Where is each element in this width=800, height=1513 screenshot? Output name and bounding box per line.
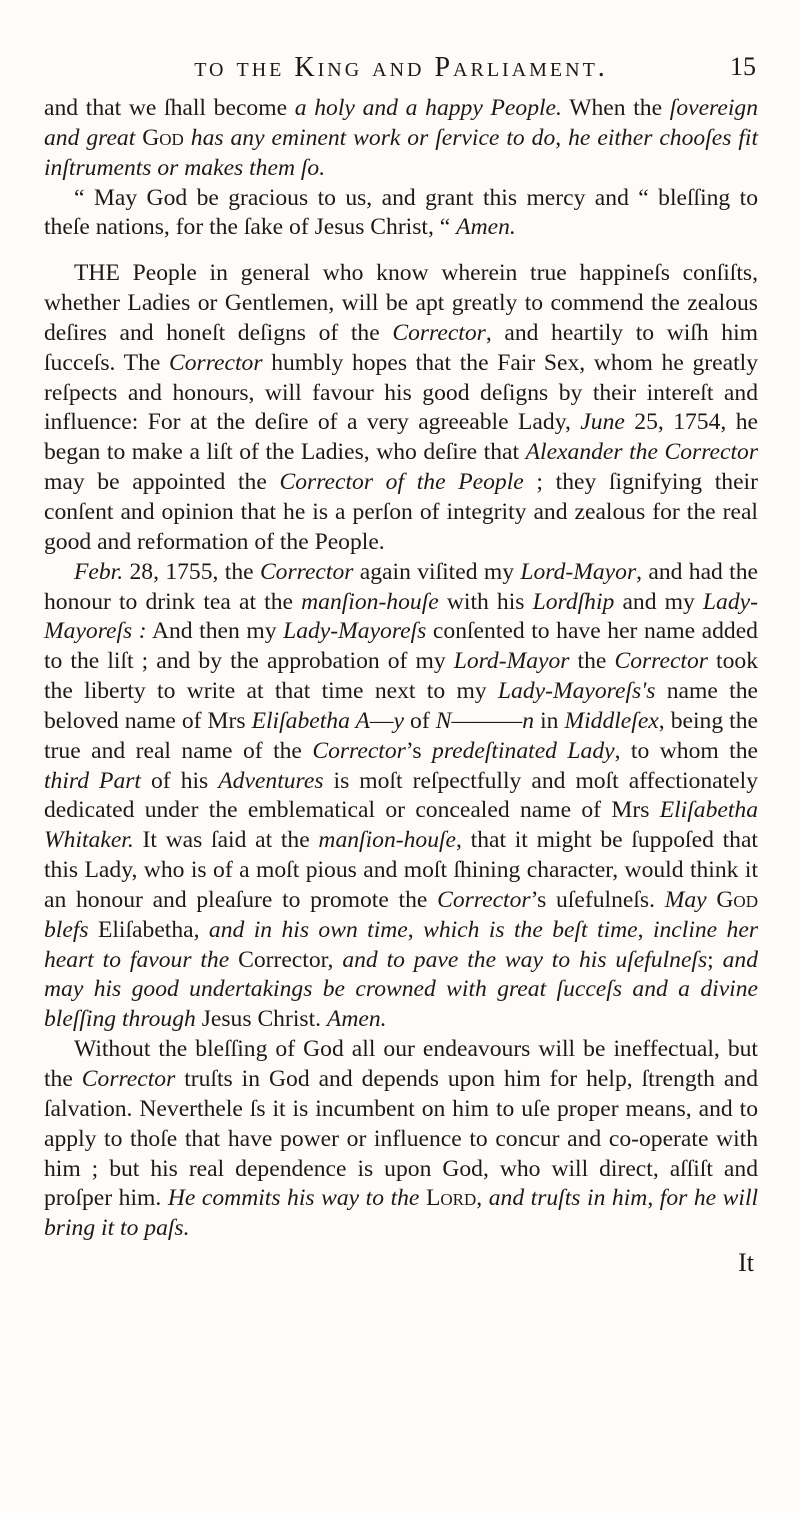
italic-run: Corrector xyxy=(437,886,531,913)
catchword: It xyxy=(738,1248,754,1278)
italic-run: ſovereign and great xyxy=(44,95,758,151)
italic-run: and to pave the way to his uſefulneſs xyxy=(342,946,708,973)
italic-run: Corrector xyxy=(169,349,263,376)
text-run: , and had the honour to drink tea at the xyxy=(44,558,759,615)
italic-run: Eliſabetha A xyxy=(251,707,370,734)
text-run: in xyxy=(534,707,565,734)
text-run: It was ſaid at the xyxy=(133,827,319,854)
italic-run: Corrector xyxy=(312,737,406,764)
italic-run: and may his good undertakings be crowned with great ſucceſs and a divine bleſſing through xyxy=(44,946,758,1033)
text-run: humbly hopes that the Fair Sex, whom he greatly reſpects and honours, will favour his good deſigns by their intereſt and influence: For at the deſire of a very agreeable Lady, xyxy=(44,349,758,436)
text-run: may be appointed the xyxy=(44,469,280,496)
italic-run: N xyxy=(435,707,452,734)
italic-run: incline her heart to favour the xyxy=(44,916,759,973)
italic-run: blefs xyxy=(44,916,89,943)
italic-run: which is the beſt time xyxy=(423,916,638,943)
text-run: ——— xyxy=(451,707,523,734)
italic-run: Corrector xyxy=(259,558,354,585)
italic-run: June xyxy=(580,409,625,436)
text-run: and my xyxy=(614,588,703,615)
italic-run: n xyxy=(522,707,535,734)
italic-run: he either chooſes fit inſtruments or makes them ſo. xyxy=(44,124,759,181)
paragraph xyxy=(44,184,758,244)
text-run: ; they ſignifying their conſent and opinion that he is a perſon of integrity and zealous for the real good and reformation of the People. xyxy=(44,469,758,555)
text-run: God xyxy=(135,124,184,151)
text-run: conſented to have her name added to the liſt ; and by the approbation of my xyxy=(44,618,758,675)
italic-run: Alexander the Corrector xyxy=(525,439,759,466)
italic-run: Amen. xyxy=(326,1006,387,1033)
text-run: — xyxy=(369,707,394,734)
italic-run: Corrector of the People xyxy=(279,469,524,496)
italic-run: Eliſabetha Whitaker. xyxy=(44,797,758,854)
text-run: 28, 1755, the xyxy=(123,558,260,585)
text-run: ’s xyxy=(405,737,433,764)
running-head: to the King and Parliament. xyxy=(194,52,608,83)
italic-run: He commits his way to the xyxy=(167,1185,420,1212)
text-run: When the xyxy=(561,95,670,121)
italic-run: Middleſex xyxy=(564,707,659,734)
text-run: took the liberty to write at that time next to my xyxy=(44,648,758,705)
text-run: name the beloved name of Mrs xyxy=(44,678,758,734)
italic-run: Febr. xyxy=(74,558,124,585)
text-run: and that we ſhall become xyxy=(44,95,295,121)
text-run: , and heartily to wiſh him ſucceſs. The xyxy=(44,319,758,376)
italic-run: Corrector xyxy=(614,648,708,675)
italic-run: manſion-houſe xyxy=(301,588,439,615)
text-run: , xyxy=(407,916,424,943)
page-number: 15 xyxy=(730,52,756,81)
italic-run: and truſts in him xyxy=(488,1185,648,1212)
text-run: is moſt reſpectfully and moſt affectionately dedicated under the emblematical or concealed name of Mrs xyxy=(44,767,758,824)
text-run: , to whom the xyxy=(614,737,758,764)
paragraph xyxy=(44,259,758,557)
text-run: ’s uſefulneſs. xyxy=(530,886,665,913)
italic-run: a holy and a happy People. xyxy=(294,95,562,121)
italic-run: and in his own time xyxy=(208,916,408,943)
text-run: ; xyxy=(707,946,723,973)
italic-run: Amen. xyxy=(456,214,516,241)
text-run: again viſited my xyxy=(353,558,521,585)
italic-run: Corrector xyxy=(392,319,486,346)
text-run: , xyxy=(637,916,653,943)
paragraph xyxy=(44,558,758,1036)
text-run: , xyxy=(555,124,569,151)
italic-run: has any eminent work or ſervice to do xyxy=(183,124,556,151)
italic-run: Lady-Mayoreſs : xyxy=(44,588,758,645)
text-run: And then my xyxy=(146,618,284,645)
italic-run: Lady-Mayoreſs's xyxy=(497,678,656,705)
text-run: 25, 1754, he began to make a liſt of the Ladies, who deſire that xyxy=(44,409,759,466)
text-run: “ May God be gracious to us, and grant this mercy and “ bleſſing to theſe nations, for the ſake of Jesus Christ, “ xyxy=(44,184,758,241)
text-run: , xyxy=(476,1185,489,1212)
text-run: truſts in God and depends upon him for help, ſtrength and ſalvation. Neverthele ſs it is incumbent on him to uſe proper means, and to apply to thoſe that have power or influence to concur and co-operate with him ; but his real dependence is upon God, who will direct, aſſiſt and proſper him. xyxy=(44,1066,758,1212)
text-run: Lord xyxy=(419,1185,477,1212)
text-run: THE People in general who know wherein true happineſs conſiſts, whether Ladies or Gentlemen, will be apt greatly to commend the zealous deſires and honeſt deſigns of the xyxy=(44,260,758,346)
italic-run: y xyxy=(393,707,404,734)
text-run: Jesus Christ. xyxy=(195,1006,327,1033)
italic-run: Lord-Mayor xyxy=(520,558,637,585)
text-run: the xyxy=(569,648,615,675)
italic-run: Lord-Mayor xyxy=(453,648,570,675)
page-header xyxy=(44,44,758,84)
paragraph xyxy=(44,94,758,184)
text-run: , being the true and real name of the xyxy=(44,707,759,764)
text-run: , xyxy=(647,1185,660,1212)
italic-run: predeſtinated Lady xyxy=(432,737,615,764)
text-run: of xyxy=(403,707,436,734)
italic-run: May xyxy=(664,886,707,913)
text-run: Eliſabetha, xyxy=(88,916,209,943)
text-run: Corrector, xyxy=(229,946,343,973)
paragraph xyxy=(44,1035,758,1244)
text-run: God xyxy=(706,886,758,913)
italic-run: Lordſhip xyxy=(532,588,615,615)
italic-run: third Part xyxy=(44,767,141,794)
italic-run: Lady-Mayoreſs xyxy=(283,618,427,645)
text-run: of his xyxy=(140,767,219,794)
italic-run: Corrector xyxy=(81,1066,176,1092)
italic-run: for he will bring it to paſs. xyxy=(44,1185,759,1242)
italic-run: manſion-houſe xyxy=(318,827,457,854)
text-run: Without the bleſſing of God all our endeavours will be ineffectual, but the xyxy=(44,1036,758,1092)
text-run: , that it might be ſuppoſed that this Lady, who is of a moſt pious and moſt ſhining character, would think it an honour and pleaſure to promote the xyxy=(44,827,758,913)
italic-run: Adventures xyxy=(218,767,324,794)
text-run: with his xyxy=(438,588,533,615)
body-text xyxy=(44,94,758,1244)
